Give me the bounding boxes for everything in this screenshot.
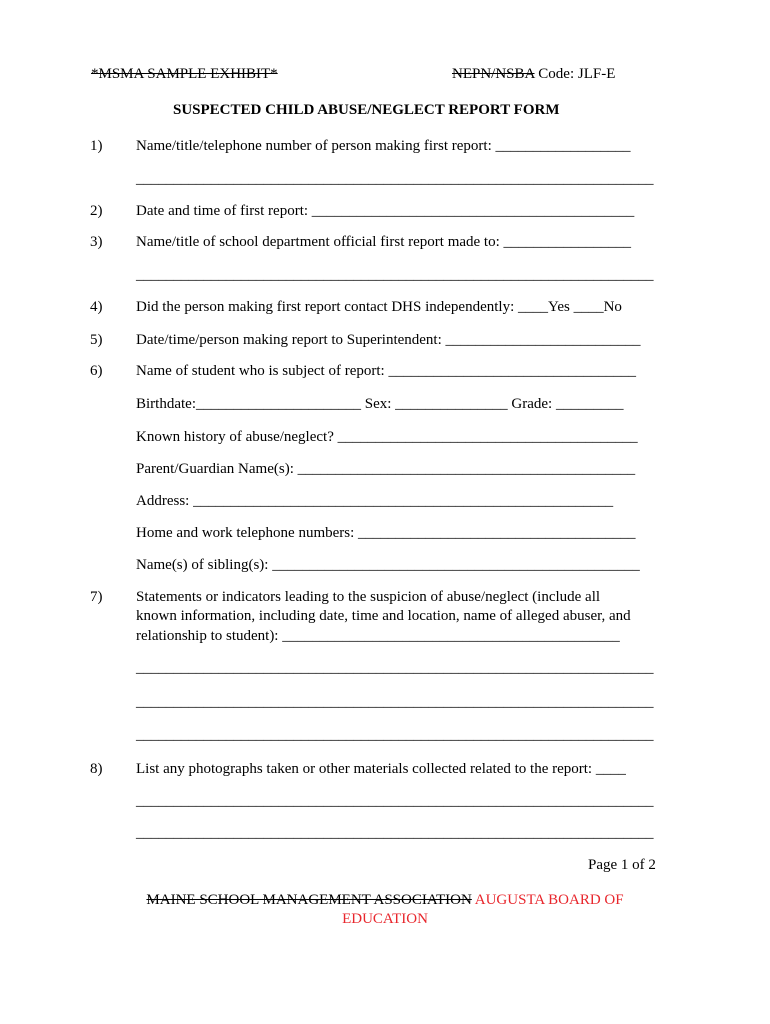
blank-line[interactable]: _____________________________________________________________________: [136, 825, 654, 841]
footer-organization: [0, 891, 770, 909]
item-line[interactable]: Did the person making first report contact DHS independently: ____Yes ____No: [136, 299, 622, 315]
footer-struck-org: MAINE SCHOOL MANAGEMENT ASSOCIATION: [146, 892, 472, 908]
item-number: 8): [90, 761, 103, 777]
form-title: SUSPECTED CHILD ABUSE/NEGLECT REPORT FORM: [173, 102, 560, 118]
item-number: 3): [90, 234, 103, 250]
policy-code-value: Code: JLF-E: [534, 66, 616, 82]
item-line[interactable]: List any photographs taken or other materials collected related to the report: ____: [136, 761, 626, 777]
item-number: 5): [90, 332, 103, 348]
item-number: 6): [90, 363, 103, 379]
telephone-line[interactable]: Home and work telephone numbers: _____________________________________: [136, 525, 636, 541]
blank-line[interactable]: _____________________________________________________________________: [136, 694, 654, 710]
student-name-line[interactable]: Name of student who is subject of report: _________________________________: [136, 363, 636, 379]
page-number: Page 1 of 2: [588, 857, 656, 873]
item-line[interactable]: Date/time/person making report to Superintendent: __________________________: [136, 332, 641, 348]
item-line[interactable]: Date and time of first report: ___________________________________________: [136, 203, 635, 219]
birthdate-sex-grade-line[interactable]: Birthdate:______________________ Sex: _______________ Grade: _________: [136, 396, 624, 412]
item-line[interactable]: Name/title/telephone number of person making first report: __________________: [136, 138, 631, 154]
blank-line[interactable]: _____________________________________________________________________: [136, 171, 654, 187]
item-text: known information, including date, time and location, name of alleged abuser, and: [136, 608, 631, 624]
siblings-line[interactable]: Name(s) of sibling(s): _________________________________________________: [136, 557, 640, 573]
blank-line[interactable]: _____________________________________________________________________: [136, 267, 654, 283]
policy-code: [452, 65, 615, 83]
policy-code-struck: NEPN/NSBA: [452, 66, 535, 82]
item-number: 4): [90, 299, 103, 315]
blank-line[interactable]: _____________________________________________________________________: [136, 727, 654, 743]
parent-guardian-line[interactable]: Parent/Guardian Name(s): _____________________________________________: [136, 461, 636, 477]
item-line[interactable]: Name/title of school department official first report made to: _________________: [136, 234, 632, 250]
item-text: Statements or indicators leading to the suspicion of abuse/neglect (include all: [136, 589, 601, 605]
item-number: 1): [90, 138, 103, 154]
address-line[interactable]: Address: ________________________________________________________: [136, 493, 614, 509]
item-number: 7): [90, 589, 103, 605]
blank-line[interactable]: _____________________________________________________________________: [136, 793, 654, 809]
footer-replacement-org: AUGUSTA BOARD OF: [471, 892, 624, 908]
exhibit-label: *MSMA SAMPLE EXHIBIT*: [91, 66, 278, 82]
footer-replacement-org-line2: EDUCATION: [342, 911, 428, 927]
known-history-line[interactable]: Known history of abuse/neglect? ________________________________________: [136, 429, 638, 445]
item-number: 2): [90, 203, 103, 219]
item-line[interactable]: relationship to student): _____________________________________________: [136, 628, 620, 644]
blank-line[interactable]: _____________________________________________________________________: [136, 660, 654, 676]
